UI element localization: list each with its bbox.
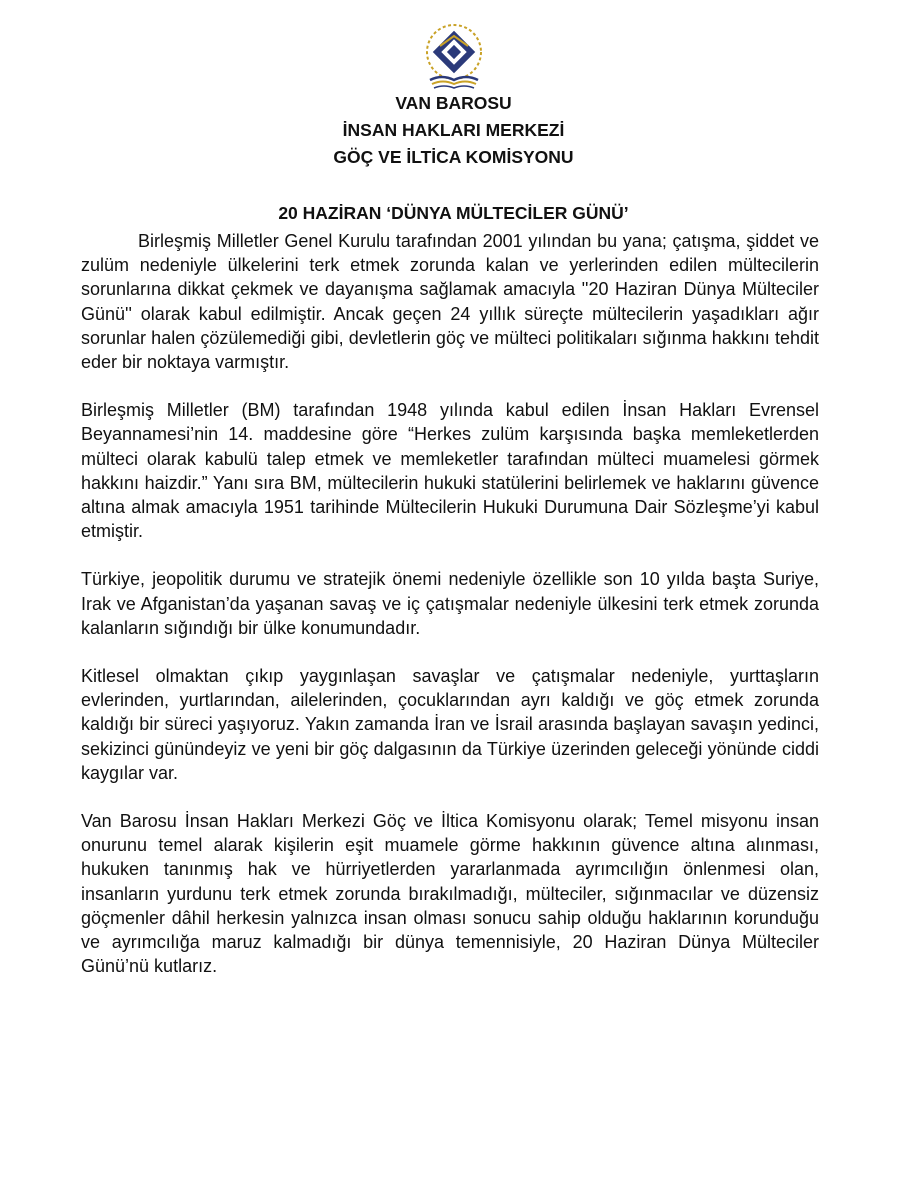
document-body: [81, 229, 819, 978]
logo-graphic: [416, 22, 492, 92]
van-barosu-logo-icon: [416, 22, 492, 92]
paragraph: Birleşmiş Milletler (BM) tarafından 1948 yılında kabul edilen İnsan Hakları Evrensel Beyannamesi’nin 14. maddesine göre “Herkes zulüm karşısında başka memleketlerden mülteci olarak kabulü talep etmek ve memleketler tarafından mülteci muamelesi görmek hakkını haizdir.” Yanı sıra BM, mültecilerin hukuki statülerini belirlemek ve haklarını güvence altına almak amacıyla 1951 tarihinde Mültecilerin Hukuki Durumuna Dair Sözleşme’yi kabul etmiştir.: [81, 400, 819, 542]
organization-header: [0, 90, 907, 171]
header-line-bar: VAN BAROSU: [395, 93, 512, 113]
header-line-center: İNSAN HAKLARI MERKEZİ: [342, 120, 565, 140]
paragraph: Van Barosu İnsan Hakları Merkezi Göç ve İltica Komisyonu olarak; Temel misyonu insan onurunu temel alarak kişilerin eşit muamele görme hakkının güvence altına alınması, hukuken tanınmış hak ve hürriyetlerden yararlanmada ayrımcılığın önlenmesi olan, insanların yurdunu terk etmek zorunda bırakılmadığı, mülteciler, sığınmacılar ve düzensiz göçmenler dâhil herkesin yalnızca insan olması sonucu sahip olduğu haklarının korunduğu ve ayrımcılığa maruz kalmadığı bir dünya temennisiyle, 20 Haziran Dünya Mülteciler Günü’nü kutlarız.: [81, 811, 819, 977]
document-title: 20 HAZİRAN ‘DÜNYA MÜLTECİLER GÜNÜ’: [278, 203, 629, 223]
paragraph: Kitlesel olmaktan çıkıp yaygınlaşan savaşlar ve çatışmalar nedeniyle, yurttaşların evlerinden, yurtlarından, ailelerinden, çocuklarından ayrı kaldığı ve göç etmek zorunda kaldığı bir süreci yaşıyoruz. Yakın zamanda İran ve İsrail arasında başlayan savaşın yedinci, sekizinci günündeyiz ve yeni bir göç dalgasının da Türkiye üzerinden geleceği yönünde ciddi kaygılar var.: [81, 666, 819, 783]
paragraph: Birleşmiş Milletler Genel Kurulu tarafından 2001 yılından bu yana; çatışma, şiddet ve zulüm nedeniyle ülkelerini terk etmek zorunda kalan ve yerlerinden edilen mültecilerin sorunlarına dikkat çekmek ve dayanışma sağlamak amacıyla ''20 Haziran Dünya Mülteciler Günü'' olarak kabul edilmiştir. Ancak geçen 24 yıllık süreçte mültecilerin yaşadıkları ağır sorunlar halen çözülemediği gibi, devletlerin göç ve mülteci politikaları sığınma hakkını tehdit eder bir noktaya varmıştır.: [81, 231, 819, 373]
header-line-commission: GÖÇ VE İLTİCA KOMİSYONU: [333, 147, 574, 167]
paragraph: Türkiye, jeopolitik durumu ve stratejik önemi nedeniyle özellikle son 10 yılda başta Suriye, Irak ve Afganistan’da yaşanan savaş ve iç çatışmalar nedeniyle ülkesini terk etmek zorunda kalanların sığındığı bir ülke konumundadır.: [81, 569, 819, 638]
